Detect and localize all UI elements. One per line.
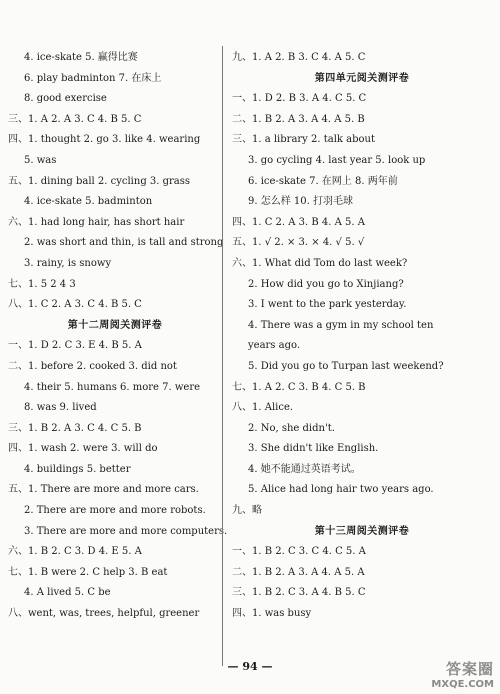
answer-line: 8. good exercise bbox=[24, 93, 107, 105]
answer-line: years ago. bbox=[248, 340, 301, 352]
answer-line: 八、went, was, trees, helpful, greener bbox=[8, 608, 200, 620]
answer-line: 4. their 5. humans 6. more 7. were bbox=[24, 381, 201, 393]
answer-line: 四、1. C 2. A 3. B 4. A 5. A bbox=[232, 216, 365, 228]
answer-line: 九、略 bbox=[232, 505, 262, 517]
answer-line: 8. was 9. lived bbox=[24, 402, 97, 414]
answer-line: 4. There was a gym in my school ten bbox=[248, 319, 434, 331]
answer-line: 二、1. B 2. A 3. A 4. A 5. A bbox=[232, 566, 365, 578]
section-title: 第十三周阅关测评卷 bbox=[314, 525, 410, 537]
answer-line: 三、1. a library 2. talk about bbox=[232, 134, 375, 146]
answer-line: 六、1. B 2. C 3. D 4. E 5. A bbox=[8, 546, 142, 558]
answer-line: 5. Alice had long hair two years ago. bbox=[248, 484, 434, 496]
answer-line: 5. was bbox=[24, 154, 57, 166]
answer-line: 3. There are more and more computers. bbox=[24, 525, 228, 537]
answer-line: 九、1. A 2. B 3. C 4. A 5. C bbox=[232, 52, 366, 63]
column-divider bbox=[222, 46, 223, 666]
answer-line: 三、1. B 2. A 3. C 4. C 5. B bbox=[8, 422, 142, 434]
watermark-logo: 答案圈 bbox=[445, 660, 494, 678]
answer-line: 6. ice-skate 7. 在网上 8. 两年前 bbox=[248, 175, 398, 187]
answer-line: 八、1. Alice. bbox=[232, 402, 294, 414]
answer-line: 5. Did you go to Turpan last weekend? bbox=[248, 360, 444, 372]
answer-line: 3. rainy, is snowy bbox=[24, 257, 112, 269]
right-column bbox=[232, 48, 492, 625]
answer-line: 五、1. There are more and more cars. bbox=[8, 484, 199, 496]
section-title: 第四单元阅关测评卷 bbox=[314, 72, 410, 84]
answer-line: 2. How did you go to Xinjiang? bbox=[248, 278, 404, 290]
answer-line: 七、1. B were 2. C help 3. B eat bbox=[8, 566, 168, 578]
answer-line: 二、1. before 2. cooked 3. did not bbox=[8, 360, 177, 372]
watermark-url: MXQE.COM bbox=[431, 679, 494, 690]
answer-line: 4. buildings 5. better bbox=[24, 463, 131, 475]
answer-line: 一、1. D 2. C 3. E 4. B 5. A bbox=[8, 340, 142, 352]
answer-line: 3. I went to the park yesterday. bbox=[248, 299, 407, 311]
answer-line: 3. go cycling 4. last year 5. look up bbox=[248, 154, 426, 166]
section-title: 第十二周阅关测评卷 bbox=[67, 319, 163, 331]
answer-line: 六、1. had long hair, has short hair bbox=[8, 216, 185, 228]
answer-line: 4. ice-skate 5. badminton bbox=[24, 196, 153, 208]
answer-line: 五、1. √ 2. × 3. × 4. √ 5. √ bbox=[232, 237, 365, 249]
answer-line: 三、1. B 2. C 3. A 4. B 5. C bbox=[232, 587, 366, 599]
answer-line: 三、1. A 2. A 3. C 4. B 5. C bbox=[8, 113, 142, 125]
answer-line: 八、1. C 2. A 3. C 4. B 5. C bbox=[8, 299, 142, 311]
answer-line: 七、1. 5 2 4 3 bbox=[8, 278, 76, 290]
answer-line: 六、1. What did Tom do last week? bbox=[232, 257, 408, 269]
answer-line: 9. 怎么样 10. 打羽毛球 bbox=[248, 196, 353, 208]
page-number: — 94 — bbox=[227, 660, 273, 673]
answer-line: 4. A lived 5. C be bbox=[24, 587, 111, 599]
answer-line: 四、1. thought 2. go 3. like 4. wearing bbox=[8, 134, 201, 146]
answer-line: 五、1. dining ball 2. cycling 3. grass bbox=[8, 175, 191, 187]
answer-line: 一、1. B 2. C 3. C 4. C 5. A bbox=[232, 546, 366, 558]
answer-line: 3. She didn't like English. bbox=[248, 443, 379, 455]
answer-line: 七、1. A 2. C 3. B 4. C 5. B bbox=[232, 381, 366, 393]
answer-line: 2. No, she didn't. bbox=[248, 422, 335, 434]
answer-line: 四、1. wash 2. were 3. will do bbox=[8, 443, 158, 455]
answer-line: 6. play badminton 7. 在床上 bbox=[24, 72, 162, 84]
answer-line: 2. was short and thin, is tall and strong bbox=[24, 237, 224, 249]
answer-line: 4. ice-skate 5. 赢得比赛 bbox=[24, 52, 138, 63]
answer-line: 2. There are more and more robots. bbox=[24, 505, 206, 517]
answer-line: 四、1. was busy bbox=[232, 608, 312, 620]
watermark bbox=[431, 658, 494, 690]
left-column bbox=[8, 48, 228, 625]
answer-line: 4. 她不能通过英语考试。 bbox=[248, 463, 361, 475]
answer-line: 一、1. D 2. B 3. A 4. C 5. C bbox=[232, 93, 367, 105]
answer-line: 二、1. B 2. A 3. A 4. A 5. B bbox=[232, 113, 365, 125]
